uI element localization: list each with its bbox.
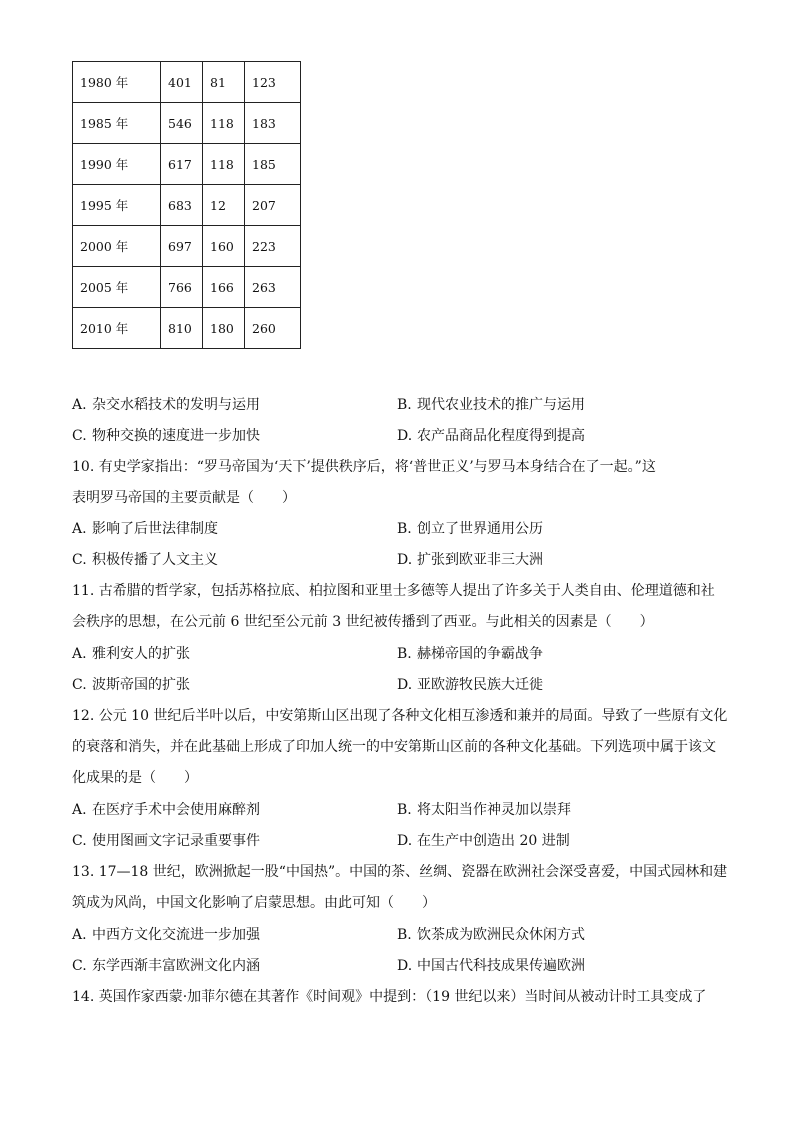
option-text: 现代农业技术的推广与运用 xyxy=(417,397,585,413)
q10-stem-line-1: 10. 有史学家指出：“罗马帝国为‘天下’提供秩序后，将‘普世正义’与罗马本身结合在了一起。”这 xyxy=(72,459,656,475)
option-text: 在生产中创造出 20 进制 xyxy=(417,833,570,849)
q10-option-b xyxy=(397,520,543,538)
option-text: 影响了后世法律制度 xyxy=(92,521,218,537)
option-label: A. xyxy=(72,927,87,943)
value-cell: 617 xyxy=(161,144,203,185)
value-cell: 160 xyxy=(203,226,245,267)
q13-option-a xyxy=(72,926,260,944)
value-cell: 697 xyxy=(161,226,203,267)
q9-option-b xyxy=(397,396,585,414)
q10-option-a xyxy=(72,520,218,538)
q12-stem-line-1: 12. 公元 10 世纪后半叶以后，中安第斯山区出现了各种文化相互渗透和兼并的局面。导致了一些原有文化 xyxy=(72,708,728,724)
q11-option-c xyxy=(72,676,190,694)
value-cell: 546 xyxy=(161,103,203,144)
year-cell: 2005 年 xyxy=(73,267,161,308)
q12-option-b xyxy=(397,801,571,819)
value-cell: 123 xyxy=(245,62,301,103)
option-text: 创立了世界通用公历 xyxy=(417,521,543,537)
value-cell: 766 xyxy=(161,267,203,308)
q12-option-d xyxy=(397,832,570,850)
q10-stem-line-2: 表明罗马帝国的主要贡献是（ ） xyxy=(72,490,296,506)
q11-stem-line-2: 会秩序的思想，在公元前 6 世纪至公元前 3 世纪被传播到了西亚。与此相关的因素是（ ） xyxy=(72,614,654,630)
value-cell: 185 xyxy=(245,144,301,185)
option-text: 扩张到欧亚非三大洲 xyxy=(417,552,543,568)
year-cell: 2010 年 xyxy=(73,308,161,349)
q10-option-c xyxy=(72,551,218,569)
option-label: D. xyxy=(397,677,413,693)
option-label: B. xyxy=(397,927,412,943)
q14-stem-line-1: 14. 英国作家西蒙·加菲尔德在其著作《时间观》中提到：（19 世纪以来）当时间从被动计时工具变成了 xyxy=(72,989,707,1005)
option-label: D. xyxy=(397,428,413,444)
option-text: 亚欧游牧民族大迁徙 xyxy=(417,677,543,693)
value-cell: 81 xyxy=(203,62,245,103)
value-cell: 12 xyxy=(203,185,245,226)
option-text: 波斯帝国的扩张 xyxy=(92,677,190,693)
option-label: B. xyxy=(397,802,412,818)
year-cell: 1980 年 xyxy=(73,62,161,103)
option-label: A. xyxy=(72,397,87,413)
option-label: C. xyxy=(72,677,87,693)
table-row xyxy=(73,144,301,185)
year-cell: 2000 年 xyxy=(73,226,161,267)
value-cell: 263 xyxy=(245,267,301,308)
q11-option-d xyxy=(397,676,543,694)
value-cell: 683 xyxy=(161,185,203,226)
option-text: 农产品商品化程度得到提高 xyxy=(417,428,585,444)
value-cell: 183 xyxy=(245,103,301,144)
q12-stem-line-3: 化成果的是（ ） xyxy=(72,770,198,786)
table-row xyxy=(73,308,301,349)
option-label: D. xyxy=(397,552,413,568)
value-cell: 180 xyxy=(203,308,245,349)
value-cell: 118 xyxy=(203,103,245,144)
q12-stem-line-2: 的衰落和消失，并在此基础上形成了印加人统一的中安第斯山区前的各种文化基础。下列选项中属于该文 xyxy=(72,739,716,755)
option-text: 雅利安人的扩张 xyxy=(92,646,190,662)
option-text: 将太阳当作神灵加以崇拜 xyxy=(417,802,571,818)
q13-option-d xyxy=(397,957,585,975)
value-cell: 401 xyxy=(161,62,203,103)
value-cell: 810 xyxy=(161,308,203,349)
q12-option-c xyxy=(72,832,260,850)
option-text: 中国古代科技成果传遍欧洲 xyxy=(417,958,585,974)
year-cell: 1995 年 xyxy=(73,185,161,226)
table-row xyxy=(73,185,301,226)
option-text: 赫梯帝国的争霸战争 xyxy=(417,646,543,662)
option-text: 东学西渐丰富欧洲文化内涵 xyxy=(92,958,260,974)
option-label: C. xyxy=(72,552,87,568)
table-row xyxy=(73,267,301,308)
value-cell: 223 xyxy=(245,226,301,267)
option-text: 在医疗手术中会使用麻醉剂 xyxy=(92,802,260,818)
option-label: D. xyxy=(397,833,413,849)
q9-option-a xyxy=(72,396,260,414)
option-text: 物种交换的速度进一步加快 xyxy=(92,428,260,444)
q11-option-a xyxy=(72,645,190,663)
option-label: C. xyxy=(72,958,87,974)
q11-stem-line-1: 11. 古希腊的哲学家，包括苏格拉底、柏拉图和亚里士多德等人提出了许多关于人类自由、伦理道德和社 xyxy=(72,583,715,599)
table-row xyxy=(73,103,301,144)
value-cell: 118 xyxy=(203,144,245,185)
year-cell: 1985 年 xyxy=(73,103,161,144)
data-table xyxy=(72,61,301,349)
option-text: 中西方文化交流进一步加强 xyxy=(92,927,260,943)
q11-option-b xyxy=(397,645,543,663)
table-row xyxy=(73,62,301,103)
value-cell: 260 xyxy=(245,308,301,349)
q13-stem-line-1: 13. 17—18 世纪，欧洲掀起一股“中国热”。中国的茶、丝绸、瓷器在欧洲社会深受喜爱，中国式园林和建 xyxy=(72,864,728,880)
option-label: C. xyxy=(72,833,87,849)
option-label: D. xyxy=(397,958,413,974)
q9-option-d xyxy=(397,427,585,445)
value-cell: 207 xyxy=(245,185,301,226)
option-label: A. xyxy=(72,802,87,818)
option-text: 积极传播了人文主义 xyxy=(92,552,218,568)
q9-option-c xyxy=(72,427,260,445)
option-label: B. xyxy=(397,521,412,537)
option-text: 使用图画文字记录重要事件 xyxy=(92,833,260,849)
q13-option-c xyxy=(72,957,260,975)
option-label: A. xyxy=(72,646,87,662)
option-label: C. xyxy=(72,428,87,444)
value-cell: 166 xyxy=(203,267,245,308)
option-text: 杂交水稻技术的发明与运用 xyxy=(92,397,260,413)
q13-option-b xyxy=(397,926,585,944)
option-label: B. xyxy=(397,646,412,662)
option-label: A. xyxy=(72,521,87,537)
table-row xyxy=(73,226,301,267)
year-cell: 1990 年 xyxy=(73,144,161,185)
q13-stem-line-2: 筑成为风尚，中国文化影响了启蒙思想。由此可知（ ） xyxy=(72,895,436,911)
option-label: B. xyxy=(397,397,412,413)
q10-option-d xyxy=(397,551,543,569)
q12-option-a xyxy=(72,801,260,819)
option-text: 饮茶成为欧洲民众休闲方式 xyxy=(417,927,585,943)
